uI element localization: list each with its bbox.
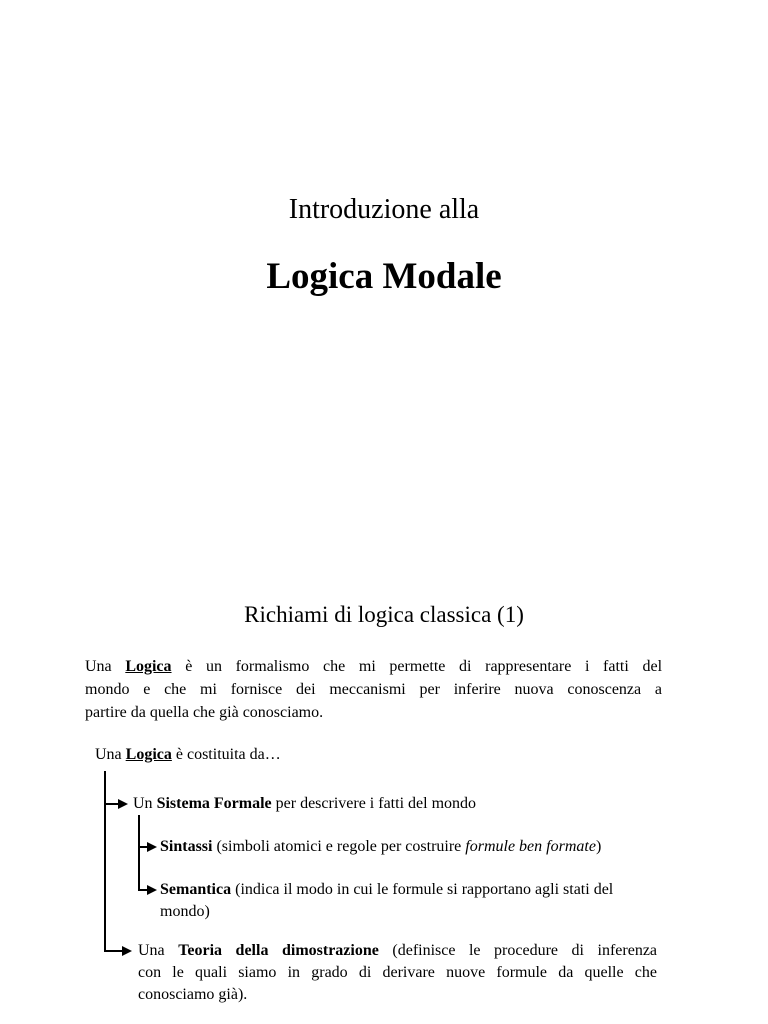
intro-line-2: mondo e che mi fornisce dei meccanismi per inferire nuova conoscenza a bbox=[85, 681, 662, 698]
formal-prefix: Un bbox=[133, 795, 153, 812]
composition-prefix: Una bbox=[95, 746, 122, 763]
formal-rest: per descrivere i fatti del mondo bbox=[275, 795, 477, 812]
teoria-line-1-rest: (definisce le procedure di inferenza bbox=[392, 942, 658, 959]
sintassi-rest: (simboli atomici e regole per costruire bbox=[216, 838, 462, 855]
arrow-sintassi-icon bbox=[147, 842, 157, 852]
document-title: Logica Modale bbox=[266, 256, 502, 297]
teoria-line-3: conosciamo già). bbox=[138, 986, 248, 1003]
arrow-formal-icon bbox=[118, 799, 128, 809]
semantica-term: Semantica bbox=[160, 881, 232, 898]
intro-line-3: partire da quella che già conosciamo. bbox=[85, 704, 324, 721]
teoria-line-2: con le quali siamo in grado di derivare nuove formule da quelle che bbox=[138, 964, 657, 981]
item-teoria-dimostrazione bbox=[138, 940, 657, 1006]
intro-line-1-rest: è un formalismo che mi permette di rappresentare i fatti del bbox=[185, 658, 663, 675]
formal-term: Sistema Formale bbox=[156, 795, 272, 812]
arrow-semantica-icon bbox=[147, 885, 157, 895]
composition-term: Logica bbox=[125, 746, 172, 763]
intro-word-una: Una bbox=[85, 658, 112, 675]
teoria-prefix: Una bbox=[138, 942, 165, 959]
item-sintassi bbox=[160, 836, 601, 858]
item-sistema-formale bbox=[133, 793, 476, 815]
item-semantica bbox=[160, 879, 655, 923]
sintassi-term: Sintassi bbox=[160, 838, 213, 855]
arrow-teoria-icon bbox=[122, 946, 132, 956]
intro-term-logica: Logica bbox=[125, 658, 172, 675]
sintassi-italic: formule ben formate bbox=[465, 838, 596, 855]
section-heading: Richiami di logica classica (1) bbox=[244, 602, 524, 627]
teoria-term: Teoria della dimostrazione bbox=[178, 942, 379, 959]
sintassi-close: ) bbox=[595, 838, 602, 855]
semantica-rest: (indica il modo in cui le formule si rapportano agli stati del mondo) bbox=[160, 881, 614, 920]
teoria-line-1 bbox=[138, 940, 657, 962]
composition-suffix: è costituita da… bbox=[175, 746, 281, 763]
title-line-1: Introduzione alla bbox=[288, 194, 480, 225]
